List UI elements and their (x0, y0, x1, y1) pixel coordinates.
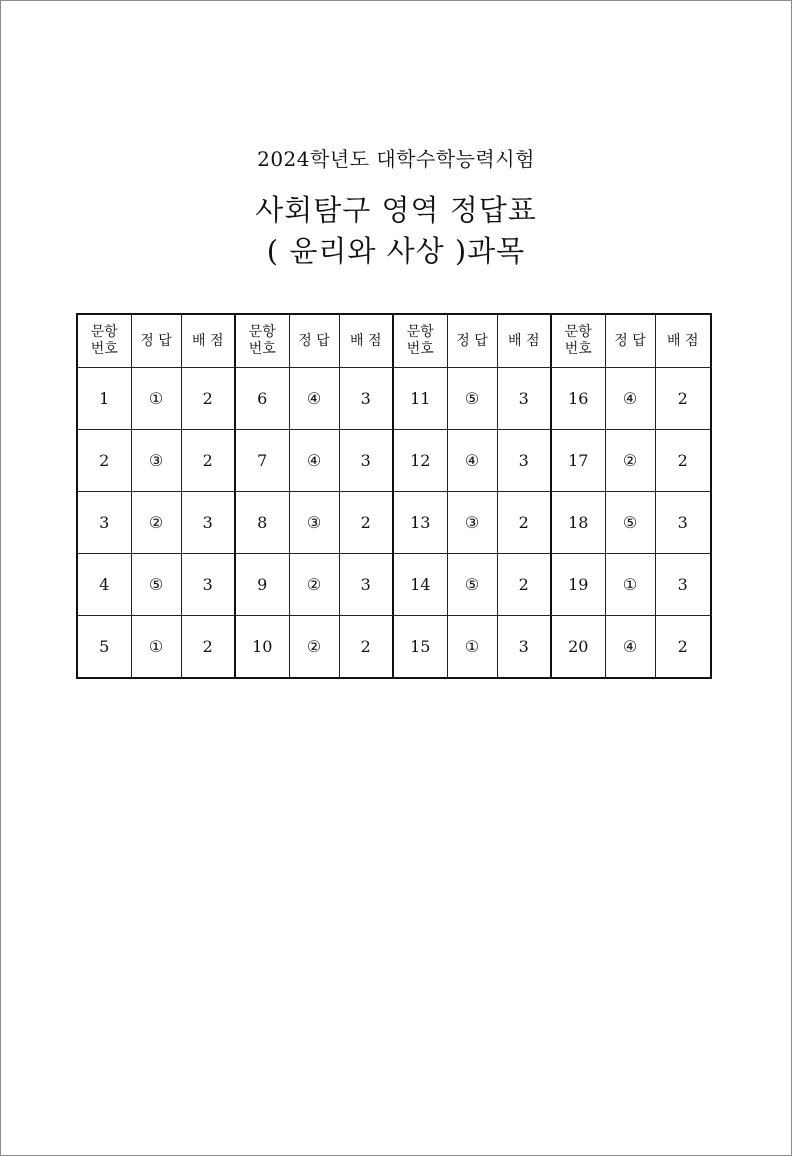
question-number-cell: 19 (551, 554, 605, 616)
header-question-number (77, 314, 131, 368)
question-number-cell: 13 (393, 492, 447, 554)
question-number-cell: 16 (551, 368, 605, 430)
answer-cell: ② (289, 554, 339, 616)
answer-cell: ④ (605, 368, 655, 430)
score-cell: 2 (339, 492, 393, 554)
question-number-cell: 18 (551, 492, 605, 554)
question-number-cell: 10 (235, 616, 289, 679)
question-number-cell: 2 (77, 430, 131, 492)
answer-cell: ③ (131, 430, 181, 492)
score-cell: 2 (497, 492, 551, 554)
header-score: 배 점 (339, 314, 393, 368)
answer-cell: ① (605, 554, 655, 616)
answer-cell: ⑤ (605, 492, 655, 554)
answer-cell: ③ (289, 492, 339, 554)
header-answer: 정 답 (447, 314, 497, 368)
score-cell: 2 (181, 368, 235, 430)
answer-cell: ① (131, 368, 181, 430)
header-number-line1: 문항 (90, 324, 118, 340)
question-number-cell: 5 (77, 616, 131, 679)
answer-cell: ④ (289, 368, 339, 430)
header-score: 배 점 (655, 314, 711, 368)
score-cell: 2 (655, 430, 711, 492)
answer-cell: ① (447, 616, 497, 679)
header-number-line2: 번호 (564, 341, 592, 357)
header-number-line1: 문항 (406, 324, 434, 340)
score-cell: 2 (181, 616, 235, 679)
question-number-cell: 8 (235, 492, 289, 554)
table-row (77, 616, 711, 679)
question-number-cell: 14 (393, 554, 447, 616)
score-cell: 2 (339, 616, 393, 679)
table-row (77, 368, 711, 430)
score-cell: 3 (339, 368, 393, 430)
header-answer: 정 답 (131, 314, 181, 368)
header-number-line2: 번호 (406, 341, 434, 357)
area-title: 사회탐구 영역 정답표 (255, 193, 537, 227)
question-number-cell: 12 (393, 430, 447, 492)
subject-title: ( 윤리와 사상 )과목 (266, 234, 526, 268)
answer-cell: ④ (289, 430, 339, 492)
header-score: 배 점 (497, 314, 551, 368)
answer-cell: ② (605, 430, 655, 492)
answer-cell: ② (289, 616, 339, 679)
question-number-cell: 1 (77, 368, 131, 430)
score-cell: 2 (181, 430, 235, 492)
header-number-line1: 문항 (248, 324, 276, 340)
question-number-cell: 4 (77, 554, 131, 616)
header-number-line1: 문항 (564, 324, 592, 340)
question-number-cell: 6 (235, 368, 289, 430)
header-row (77, 314, 711, 368)
header-number-line2: 번호 (90, 341, 118, 357)
score-cell: 3 (339, 430, 393, 492)
score-cell: 3 (655, 554, 711, 616)
header-question-number (393, 314, 447, 368)
header-answer: 정 답 (289, 314, 339, 368)
exam-title: 2024학년도 대학수학능력시험 (257, 147, 535, 171)
question-number-cell: 17 (551, 430, 605, 492)
question-number-cell: 7 (235, 430, 289, 492)
question-number-cell: 11 (393, 368, 447, 430)
score-cell: 3 (497, 430, 551, 492)
answer-cell: ⑤ (447, 368, 497, 430)
answer-cell: ① (131, 616, 181, 679)
question-number-cell: 20 (551, 616, 605, 679)
answer-cell: ④ (605, 616, 655, 679)
table-row (77, 554, 711, 616)
score-cell: 3 (339, 554, 393, 616)
header-question-number (235, 314, 289, 368)
question-number-cell: 9 (235, 554, 289, 616)
answer-cell: ⑤ (131, 554, 181, 616)
header-number-line2: 번호 (248, 341, 276, 357)
score-cell: 2 (655, 616, 711, 679)
score-cell: 3 (655, 492, 711, 554)
header-answer: 정 답 (605, 314, 655, 368)
header-score: 배 점 (181, 314, 235, 368)
answer-cell: ⑤ (447, 554, 497, 616)
header-question-number (551, 314, 605, 368)
question-number-cell: 3 (77, 492, 131, 554)
score-cell: 2 (497, 554, 551, 616)
score-cell: 3 (181, 554, 235, 616)
answer-cell: ③ (447, 492, 497, 554)
score-cell: 3 (181, 492, 235, 554)
answer-table (76, 313, 712, 679)
table-row (77, 492, 711, 554)
answer-cell: ② (131, 492, 181, 554)
score-cell: 3 (497, 368, 551, 430)
question-number-cell: 15 (393, 616, 447, 679)
answer-cell: ④ (447, 430, 497, 492)
score-cell: 2 (655, 368, 711, 430)
score-cell: 3 (497, 616, 551, 679)
table-row (77, 430, 711, 492)
